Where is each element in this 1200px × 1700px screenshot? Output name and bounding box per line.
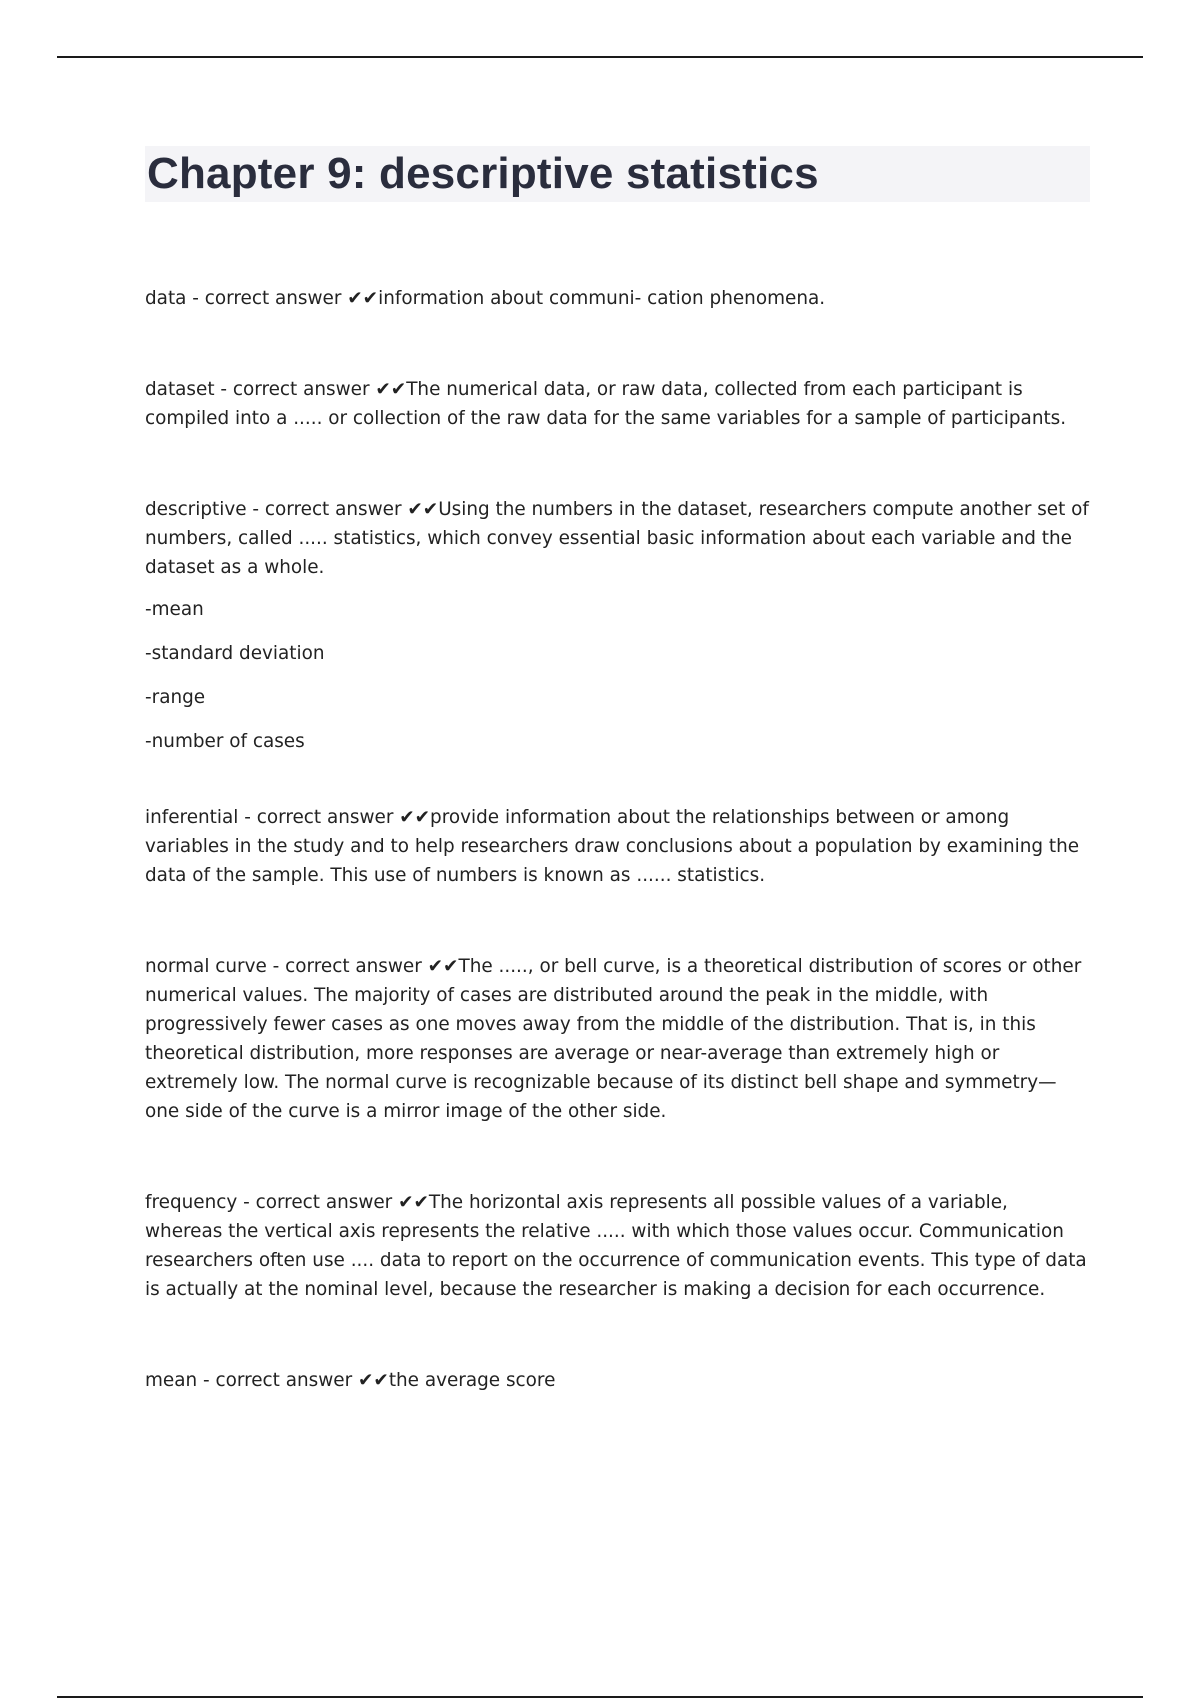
- entry-separator: - correct answer ✔✔: [237, 1192, 429, 1213]
- entry-descriptive: [145, 495, 1090, 582]
- entry-definition: provide information about the relationships between or among variables in the study and to help researchers draw conclusions about a population by examining the data of the sample. This use of numbers is known as ...... statistics.: [145, 807, 1080, 886]
- list-item: -number of cases: [145, 731, 305, 752]
- list-item: -range: [145, 687, 206, 708]
- descriptive-list: [145, 595, 1090, 756]
- document-body: [145, 146, 1090, 1395]
- entry-normal-curve: [145, 952, 1090, 1126]
- entry-separator: - correct answer ✔✔: [197, 1370, 389, 1391]
- entry-term: descriptive: [145, 499, 247, 520]
- bottom-divider: [57, 1696, 1143, 1698]
- entry-definition: The ....., or bell curve, is a theoretical distribution of scores or other numerical values. The majority of cases are distributed around the peak in the middle, with progressively fewer cases as one moves away from the middle of the distribution. That is, in this theoretical distribution, more responses are average or near-average than extremely high or extremely low. The normal curve is recognizable because of its distinct bell shape and symmetry—one side of the curve is a mirror image of the other side.: [145, 956, 1082, 1122]
- entry-mean: [145, 1366, 1090, 1395]
- entry-separator: - correct answer ✔✔: [246, 499, 439, 520]
- entry-term: normal curve: [145, 956, 267, 977]
- entry-definition: The numerical data, or raw data, collected from each participant is compiled into a ..... or collection of the raw data for the same variables for a sample of participants.: [145, 379, 1067, 429]
- entry-term: frequency: [145, 1192, 238, 1213]
- entry-term: inferential: [145, 807, 239, 828]
- entry-term: data: [145, 288, 187, 309]
- entry-separator: - correct answer ✔✔: [214, 379, 407, 400]
- list-item: -standard deviation: [145, 643, 325, 664]
- entry-separator: - correct answer ✔✔: [186, 288, 379, 309]
- entry-definition: The horizontal axis represents all possible values of a variable, whereas the vertical axis represents the relative ..... with which those values occur. Communication researchers often use .... data to report on the occurrence of communication events. This type of data is actually at the nominal level, because the researcher is making a decision for each occurrence.: [145, 1192, 1087, 1300]
- entry-separator: - correct answer ✔✔: [266, 956, 459, 977]
- entry-frequency: [145, 1188, 1090, 1304]
- page-title: Chapter 9: descriptive statistics: [147, 149, 819, 198]
- top-divider: [57, 56, 1143, 58]
- entry-separator: - correct answer ✔✔: [238, 807, 431, 828]
- title-banner: [145, 146, 1090, 202]
- entry-dataset: [145, 375, 1090, 433]
- entry-definition: information about communi- cation phenomena.: [378, 288, 826, 309]
- entry-definition: Using the numbers in the dataset, researchers compute another set of numbers, called ..... statistics, which convey essential basic information about each variable and the dataset as a whole.: [145, 499, 1089, 578]
- entry-inferential: [145, 803, 1090, 890]
- entry-term: mean: [145, 1370, 198, 1391]
- entry-definition: the average score: [388, 1370, 556, 1391]
- entry-data: [145, 284, 1090, 313]
- list-item: -mean: [145, 599, 204, 620]
- entry-term: dataset: [145, 379, 215, 400]
